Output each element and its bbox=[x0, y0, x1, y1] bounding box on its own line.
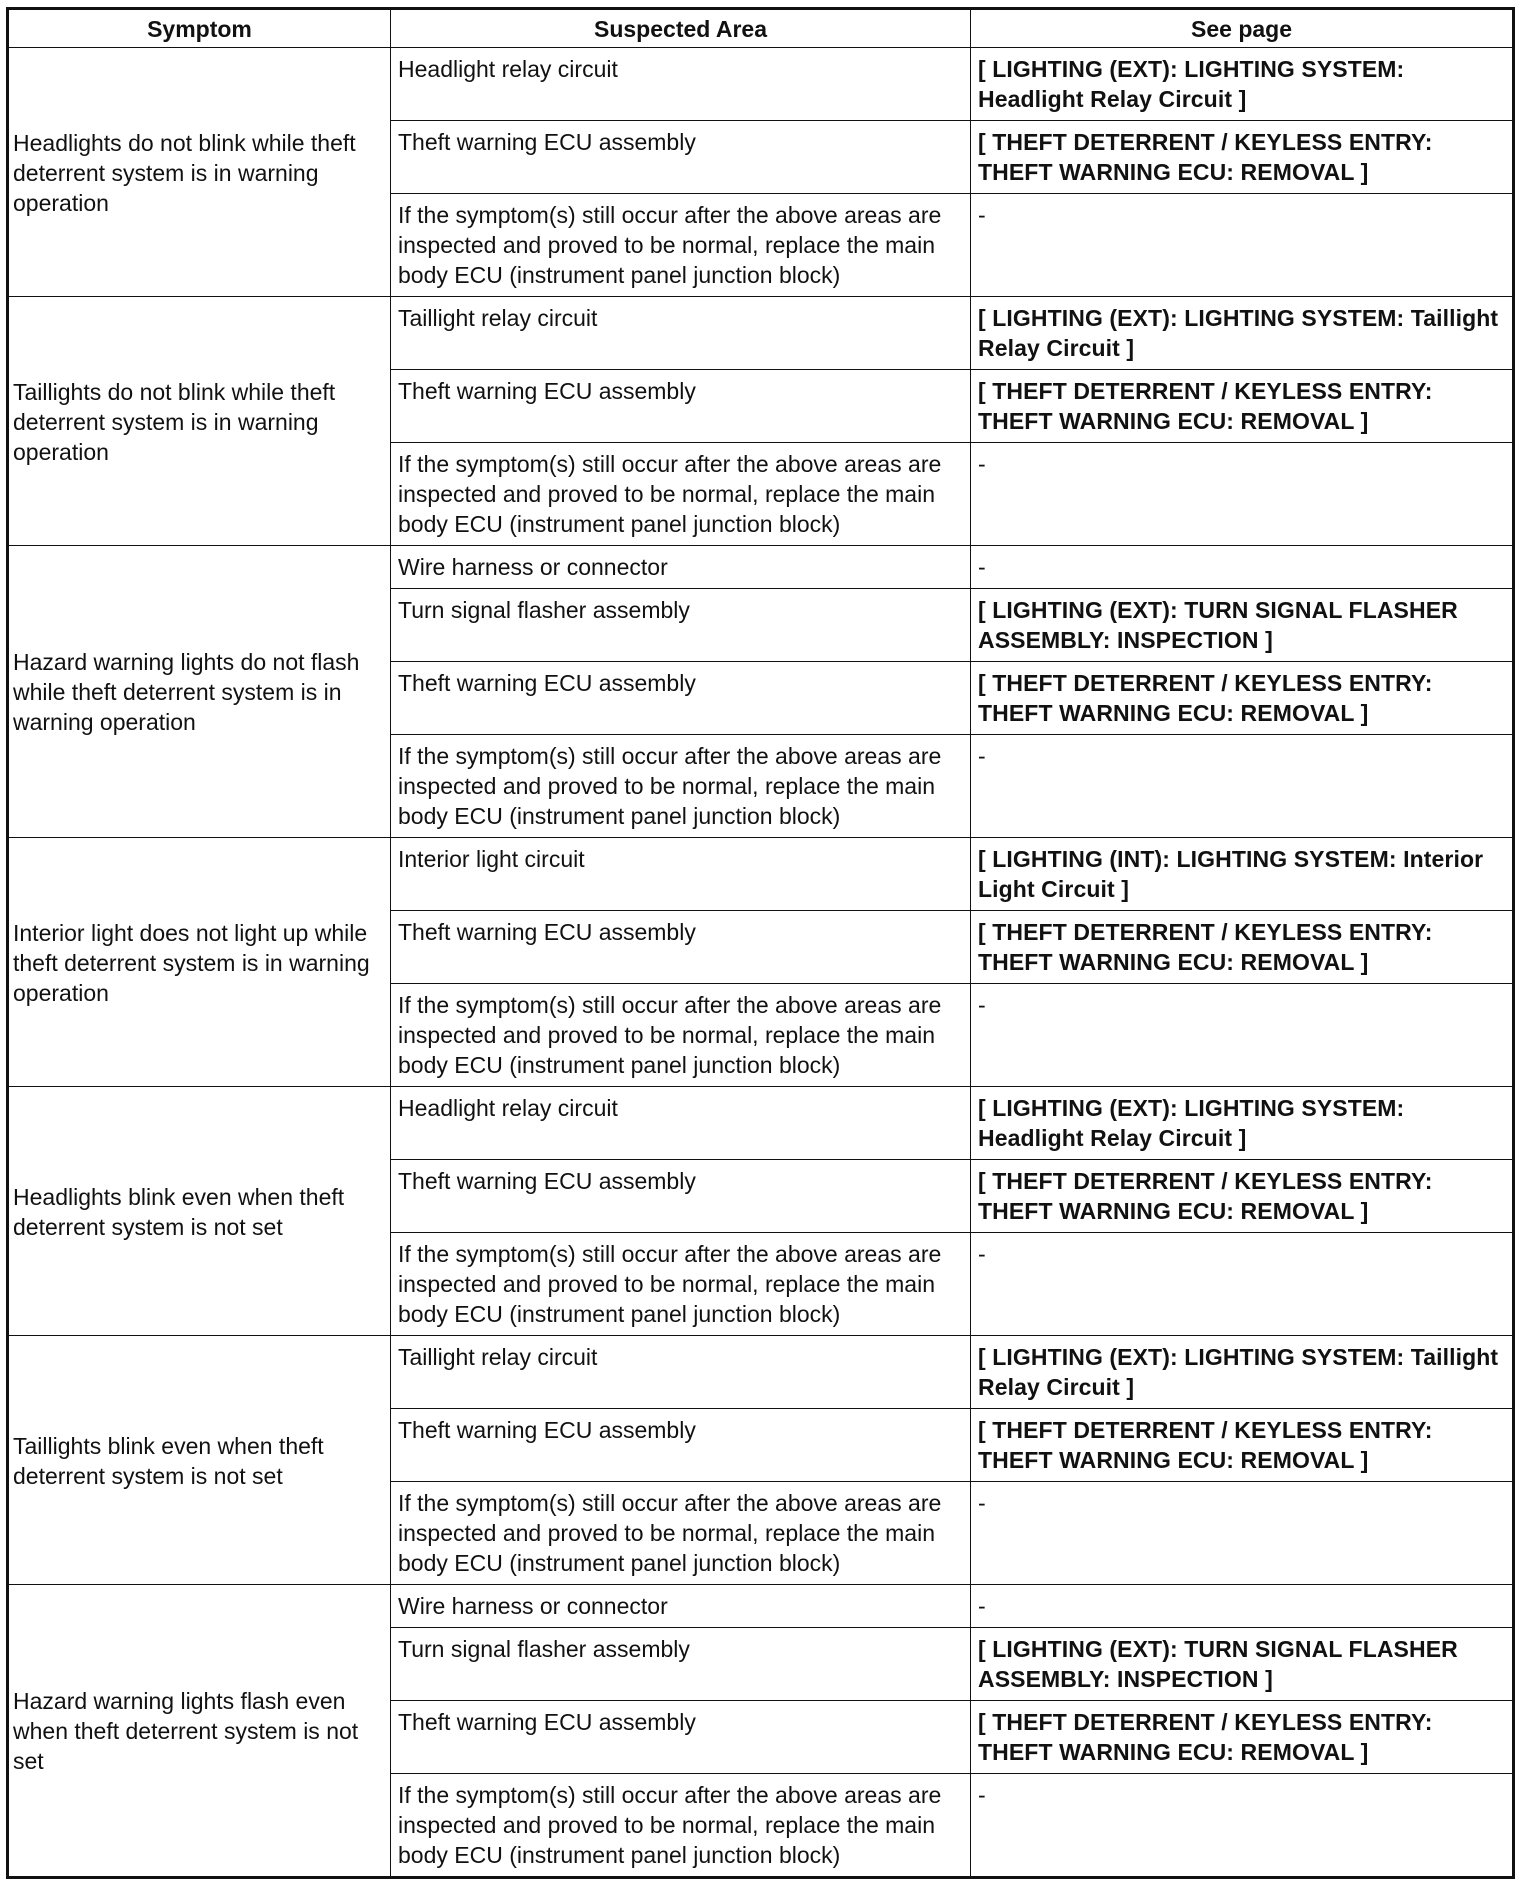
see-page-reference: [ LIGHTING (EXT): TURN SIGNAL FLASHER ASSEMBLY: INSPECTION ] bbox=[971, 1628, 1514, 1701]
header-suspected-area: Suspected Area bbox=[391, 9, 971, 48]
see-page-cell: - bbox=[971, 1482, 1514, 1585]
suspected-area-cell: If the symptom(s) still occur after the above areas are inspected and proved to be normal, replace the main body ECU (instrument panel junction block) bbox=[391, 443, 971, 546]
symptom-cell: Hazard warning lights flash even when theft deterrent system is not set bbox=[8, 1585, 391, 1878]
header-symptom: Symptom bbox=[8, 9, 391, 48]
see-page-cell: - bbox=[971, 1585, 1514, 1628]
table-row bbox=[8, 546, 1514, 589]
table-row bbox=[8, 1087, 1514, 1160]
suspected-area-cell: If the symptom(s) still occur after the above areas are inspected and proved to be normal, replace the main body ECU (instrument panel junction block) bbox=[391, 1774, 971, 1878]
suspected-area-cell: Theft warning ECU assembly bbox=[391, 1160, 971, 1233]
table-row bbox=[8, 1336, 1514, 1409]
header-see-page: See page bbox=[971, 9, 1514, 48]
symptom-cell: Hazard warning lights do not flash while theft deterrent system is in warning operation bbox=[8, 546, 391, 838]
see-page-reference: [ LIGHTING (INT): LIGHTING SYSTEM: Interior Light Circuit ] bbox=[971, 838, 1514, 911]
table-header-row bbox=[8, 9, 1514, 48]
see-page-reference: [ THEFT DETERRENT / KEYLESS ENTRY: THEFT WARNING ECU: REMOVAL ] bbox=[971, 911, 1514, 984]
suspected-area-cell: Theft warning ECU assembly bbox=[391, 662, 971, 735]
see-page-cell: - bbox=[971, 546, 1514, 589]
see-page-reference: [ THEFT DETERRENT / KEYLESS ENTRY: THEFT WARNING ECU: REMOVAL ] bbox=[971, 1409, 1514, 1482]
table-row bbox=[8, 1585, 1514, 1628]
suspected-area-cell: Theft warning ECU assembly bbox=[391, 1409, 971, 1482]
see-page-reference: [ LIGHTING (EXT): TURN SIGNAL FLASHER ASSEMBLY: INSPECTION ] bbox=[971, 589, 1514, 662]
table-row bbox=[8, 838, 1514, 911]
see-page-cell: - bbox=[971, 194, 1514, 297]
symptom-cell: Taillights blink even when theft deterrent system is not set bbox=[8, 1336, 391, 1585]
suspected-area-cell: Taillight relay circuit bbox=[391, 297, 971, 370]
see-page-reference: [ LIGHTING (EXT): LIGHTING SYSTEM: Taillight Relay Circuit ] bbox=[971, 297, 1514, 370]
symptom-cell: Headlights blink even when theft deterrent system is not set bbox=[8, 1087, 391, 1336]
suspected-area-cell: Headlight relay circuit bbox=[391, 1087, 971, 1160]
see-page-cell: - bbox=[971, 1774, 1514, 1878]
see-page-cell: - bbox=[971, 443, 1514, 546]
suspected-area-cell: Taillight relay circuit bbox=[391, 1336, 971, 1409]
suspected-area-cell: Theft warning ECU assembly bbox=[391, 370, 971, 443]
see-page-reference: [ LIGHTING (EXT): LIGHTING SYSTEM: Taillight Relay Circuit ] bbox=[971, 1336, 1514, 1409]
suspected-area-cell: Theft warning ECU assembly bbox=[391, 121, 971, 194]
see-page-reference: [ THEFT DETERRENT / KEYLESS ENTRY: THEFT WARNING ECU: REMOVAL ] bbox=[971, 1701, 1514, 1774]
symptom-cell: Taillights do not blink while theft deterrent system is in warning operation bbox=[8, 297, 391, 546]
see-page-reference: [ THEFT DETERRENT / KEYLESS ENTRY: THEFT WARNING ECU: REMOVAL ] bbox=[971, 1160, 1514, 1233]
suspected-area-cell: Theft warning ECU assembly bbox=[391, 911, 971, 984]
suspected-area-cell: If the symptom(s) still occur after the above areas are inspected and proved to be normal, replace the main body ECU (instrument panel junction block) bbox=[391, 1482, 971, 1585]
symptom-cell: Interior light does not light up while theft deterrent system is in warning operation bbox=[8, 838, 391, 1087]
see-page-reference: [ THEFT DETERRENT / KEYLESS ENTRY: THEFT WARNING ECU: REMOVAL ] bbox=[971, 662, 1514, 735]
suspected-area-cell: Wire harness or connector bbox=[391, 1585, 971, 1628]
suspected-area-cell: Headlight relay circuit bbox=[391, 48, 971, 121]
symptom-cell: Headlights do not blink while theft deterrent system is in warning operation bbox=[8, 48, 391, 297]
see-page-reference: [ THEFT DETERRENT / KEYLESS ENTRY: THEFT WARNING ECU: REMOVAL ] bbox=[971, 121, 1514, 194]
table-body bbox=[8, 48, 1514, 1878]
see-page-cell: - bbox=[971, 1233, 1514, 1336]
see-page-reference: [ THEFT DETERRENT / KEYLESS ENTRY: THEFT WARNING ECU: REMOVAL ] bbox=[971, 370, 1514, 443]
suspected-area-cell: Turn signal flasher assembly bbox=[391, 589, 971, 662]
see-page-reference: [ LIGHTING (EXT): LIGHTING SYSTEM: Headlight Relay Circuit ] bbox=[971, 48, 1514, 121]
see-page-cell: - bbox=[971, 984, 1514, 1087]
troubleshooting-sheet bbox=[6, 7, 1515, 1879]
table-row bbox=[8, 297, 1514, 370]
suspected-area-cell: If the symptom(s) still occur after the above areas are inspected and proved to be normal, replace the main body ECU (instrument panel junction block) bbox=[391, 1233, 971, 1336]
problem-symptoms-table bbox=[6, 7, 1515, 1879]
suspected-area-cell: Turn signal flasher assembly bbox=[391, 1628, 971, 1701]
suspected-area-cell: Wire harness or connector bbox=[391, 546, 971, 589]
suspected-area-cell: If the symptom(s) still occur after the above areas are inspected and proved to be normal, replace the main body ECU (instrument panel junction block) bbox=[391, 735, 971, 838]
suspected-area-cell: Interior light circuit bbox=[391, 838, 971, 911]
see-page-reference: [ LIGHTING (EXT): LIGHTING SYSTEM: Headlight Relay Circuit ] bbox=[971, 1087, 1514, 1160]
see-page-cell: - bbox=[971, 735, 1514, 838]
suspected-area-cell: Theft warning ECU assembly bbox=[391, 1701, 971, 1774]
table-row bbox=[8, 48, 1514, 121]
suspected-area-cell: If the symptom(s) still occur after the above areas are inspected and proved to be normal, replace the main body ECU (instrument panel junction block) bbox=[391, 984, 971, 1087]
suspected-area-cell: If the symptom(s) still occur after the above areas are inspected and proved to be normal, replace the main body ECU (instrument panel junction block) bbox=[391, 194, 971, 297]
